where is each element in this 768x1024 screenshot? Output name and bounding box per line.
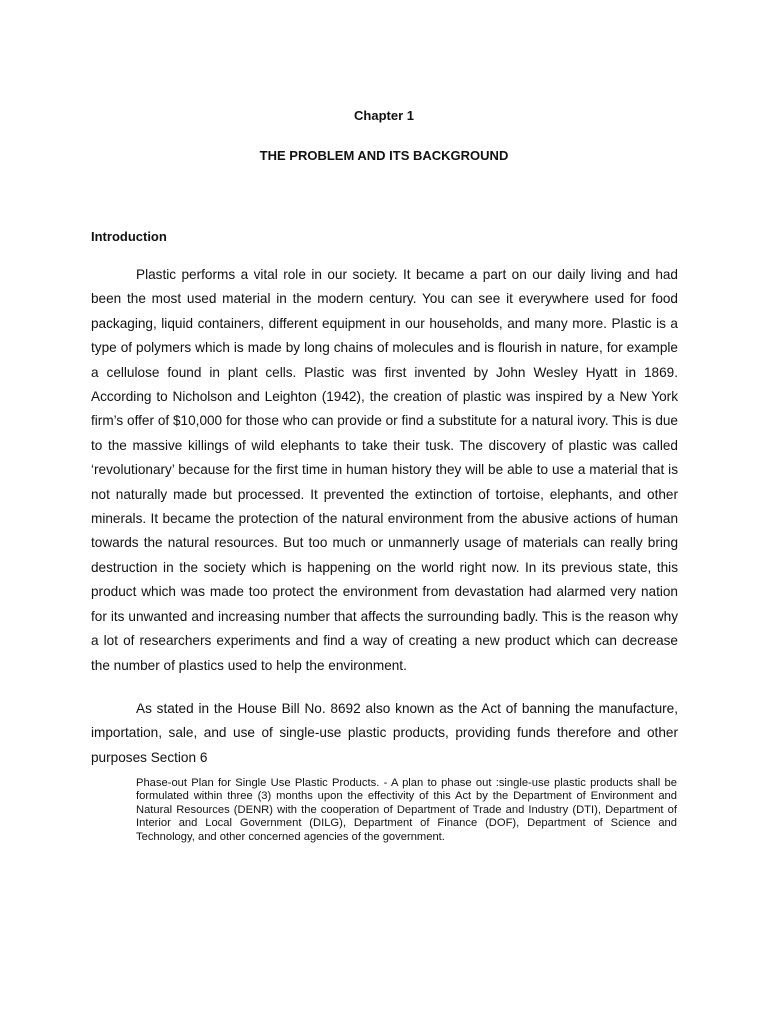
chapter-title: THE PROBLEM AND ITS BACKGROUND bbox=[259, 148, 509, 163]
section-heading-introduction: Introduction bbox=[91, 229, 167, 244]
block-quote: Phase-out Plan for Single Use Plastic Products. - A plan to phase out :single-use plastic products shall be formulated within three (3) months upon the effectivity of this Act by the Department of Environment and Natural Resources (DENR) with the cooperation of Department of Trade and Industry (DTI), Department of Interior and Local Government (DILG), Department of Finance (DOF), Department of Science and Technology, and other concerned agencies of the government. bbox=[136, 777, 677, 843]
introduction-paragraph-2: As stated in the House Bill No. 8692 also known as the Act of banning the manufacture, importation, sale, and use of single-use plastic products, providing funds therefore and other purposes Section 6 bbox=[91, 701, 678, 765]
introduction-paragraph-1: Plastic performs a vital role in our society. It became a part on our daily living and had been the most used material in the modern century. You can see it everywhere used for food packaging, liquid containers, different equipment in our households, and many more. Plastic is a type of polymers which is made by long chains of molecules and is flourish in nature, for example a cellulose found in plant cells. Plastic was first invented by John Wesley Hyatt in 1869. According to Nicholson and Leighton (1942), the creation of plastic was inspired by a New York firm’s offer of $10,000 for those who can provide or find a substitute for a natural ivory. This is due to the massive killings of wild elephants to take their tusk. The discovery of plastic was called ‘revolutionary’ because for the first time in human history they will be able to use a material that is not naturally made but processed. It prevented the extinction of tortoise, elephants, and other minerals. It became the protection of the natural environment from the abusive actions of human towards the natural resources. But too much or unmannerly usage of materials can really bring destruction in the society which is happening on the world right now. In its previous state, this product which was made too protect the environment from devastation had alarmed very nation for its unwanted and increasing number that affects the surrounding badly. This is the reason why a lot of researchers experiments and find a way of creating a new product which can decrease the number of plastics used to help the environment. bbox=[91, 267, 678, 673]
chapter-label: Chapter 1 bbox=[354, 108, 414, 123]
